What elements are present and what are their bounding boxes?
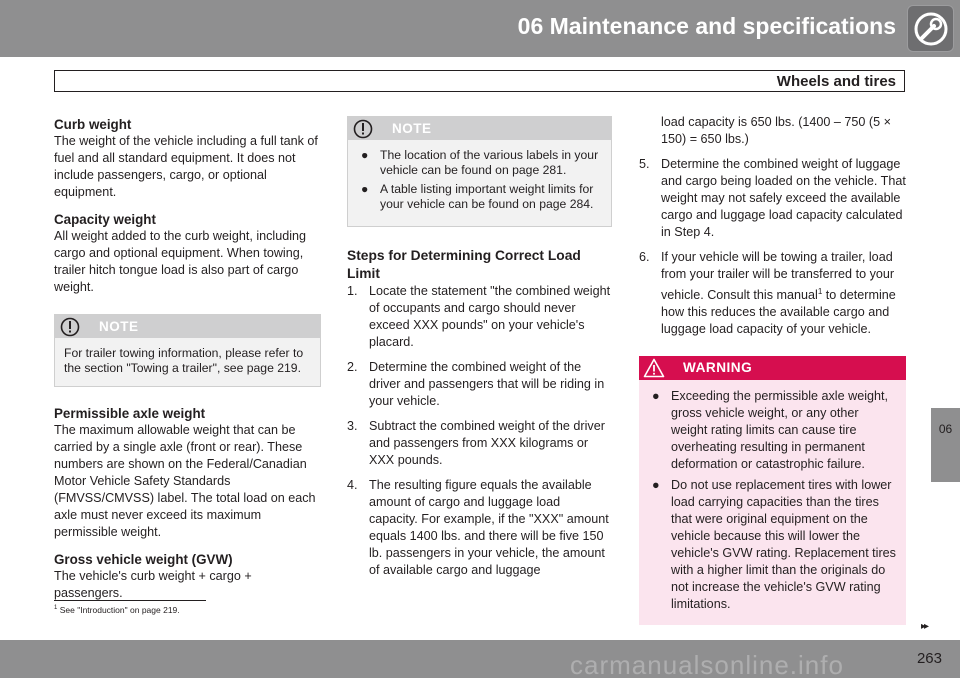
steps-list-continued	[639, 114, 906, 338]
step-item	[347, 418, 612, 469]
warning-label: WARNING	[683, 360, 753, 376]
towing-note-box	[54, 314, 321, 387]
note-item-text: The location of the various labels in your vehicle can be found on page 281.	[380, 148, 599, 177]
steps-heading: Steps for Determining Correct Load Limit	[347, 248, 581, 281]
header-bar	[0, 0, 960, 57]
bullet-icon: ●	[652, 478, 660, 493]
warning-list-item	[648, 388, 896, 473]
warning-list-item	[648, 477, 896, 613]
note-label: NOTE	[392, 121, 432, 136]
chapter-side-tab	[931, 408, 960, 482]
info-icon	[353, 119, 373, 144]
step-text: load capacity is 650 lbs. (1400 – 750 (5 × 150) = 650 lbs.)	[661, 115, 891, 146]
step-text: Determine the combined weight of the driver and passengers that will be riding in your vehicle.	[369, 360, 605, 408]
warning-item-text: Exceeding the permissible axle weight, gross vehicle weight, or any other weight rating limits can cause tire overheating resulting in permanent deformation or catastrophic failure.	[671, 389, 889, 472]
warning-triangle-icon	[643, 358, 665, 383]
footnote-ref: 1	[817, 287, 823, 296]
note-body	[348, 140, 611, 226]
axle-weight-heading: Permissible axle weight	[54, 406, 206, 421]
column-2	[347, 116, 612, 587]
steps-list	[347, 283, 612, 579]
capacity-weight-text: All weight added to the curb weight, including cargo and optional equipment. When towing, trailer hitch tongue load is also part of cargo weight.	[54, 229, 307, 294]
warning-item-text: Do not use replacement tires with lower load carrying capacities than the tires that were original equipment on the vehicle because this will lower the vehicle's GVW rating. Replacement tires with a higher limit than the originals do not increase the vehicle's GVW rating limitations.	[671, 478, 896, 612]
step-item	[347, 283, 612, 351]
footnote	[54, 605, 180, 615]
watermark: carmanualsonline.info	[570, 650, 844, 678]
footnote-number: 1	[54, 605, 58, 612]
step-item	[639, 156, 906, 241]
step-number: 3.	[347, 419, 358, 433]
footnote-text: See "Introduction" on page 219.	[59, 605, 180, 615]
step-text: The resulting figure equals the available amount of cargo and luggage load capacity. For example, if the "XXX" amount equals 1400 lbs. and there will be five 150 lb. passengers in your vehicle, the amount of available cargo and luggage	[369, 478, 609, 577]
note-list-item	[357, 148, 602, 178]
gvw-text: The vehicle's curb weight + cargo + passengers.	[54, 569, 252, 600]
column-1	[54, 116, 321, 602]
column-3	[639, 114, 906, 625]
step-text-b: to determine how this reduces the available cargo and luggage load capacity of your vehicle.	[661, 288, 896, 337]
note-item-text: A table listing important weight limits for your vehicle can be found on page 284.	[380, 182, 594, 211]
step-text: Locate the statement "the combined weight of occupants and cargo should never exceed XXX pounds" on your vehicle's placard.	[369, 284, 611, 349]
section-title: Wheels and tires	[776, 73, 896, 90]
axle-weight-text: The maximum allowable weight that can be carried by a single axle (front or rear). These numbers are shown on the Federal/Canadian Motor Vehicle Safety Standards (FMVSS/CMVSS) label. The total load on each axle must never exceed its maximum permissible weight.	[54, 423, 316, 539]
note-label: NOTE	[99, 319, 139, 334]
footnote-divider	[54, 600, 206, 601]
step-item	[347, 477, 612, 579]
note-header	[55, 315, 320, 338]
info-icon	[60, 317, 80, 342]
step-text: Determine the combined weight of luggage and cargo being loaded on the vehicle. That weight may not safely exceed the available cargo and luggage load capacity calculated in Step 4.	[661, 157, 906, 239]
warning-box	[639, 356, 906, 625]
step-text-a: If your vehicle will be towing a trailer, load from your trailer will be transferred to your vehicle. Consult this manual	[661, 250, 895, 303]
step-item	[639, 249, 906, 338]
step-number: 2.	[347, 360, 358, 374]
note-text: For trailer towing information, please refer to the section "Towing a trailer", see page 219.	[64, 346, 304, 375]
step-item	[347, 359, 612, 410]
continued-arrows-icon: ▸▸	[921, 621, 928, 632]
note-list-item	[357, 182, 602, 212]
bullet-icon: ●	[361, 148, 369, 162]
gvw-heading: Gross vehicle weight (GVW)	[54, 552, 233, 567]
section-header	[54, 70, 905, 92]
labels-note-box	[347, 116, 612, 227]
curb-weight-text: The weight of the vehicle including a full tank of fuel and all standard equipment. It does not include passengers, cargo, or optional equipment.	[54, 134, 318, 199]
step-continued	[639, 114, 906, 148]
bullet-icon: ●	[361, 182, 369, 196]
step-number: 6.	[639, 250, 650, 264]
capacity-weight-heading: Capacity weight	[54, 212, 156, 227]
note-header	[348, 117, 611, 140]
bullet-icon: ●	[652, 389, 660, 404]
warning-body	[639, 380, 906, 625]
step-number: 4.	[347, 478, 358, 492]
step-number: 5.	[639, 157, 650, 171]
step-text: Subtract the combined weight of the driver and passengers from XXX kilograms or XXX pounds.	[369, 419, 605, 467]
chapter-tab-label: 06	[938, 422, 953, 436]
step-number: 1.	[347, 284, 358, 298]
curb-weight-heading: Curb weight	[54, 117, 132, 132]
chapter-title: 06 Maintenance and specifications	[517, 13, 896, 39]
page-number: 263	[916, 650, 942, 667]
warning-header	[639, 356, 906, 380]
wrench-gear-icon	[907, 5, 954, 52]
